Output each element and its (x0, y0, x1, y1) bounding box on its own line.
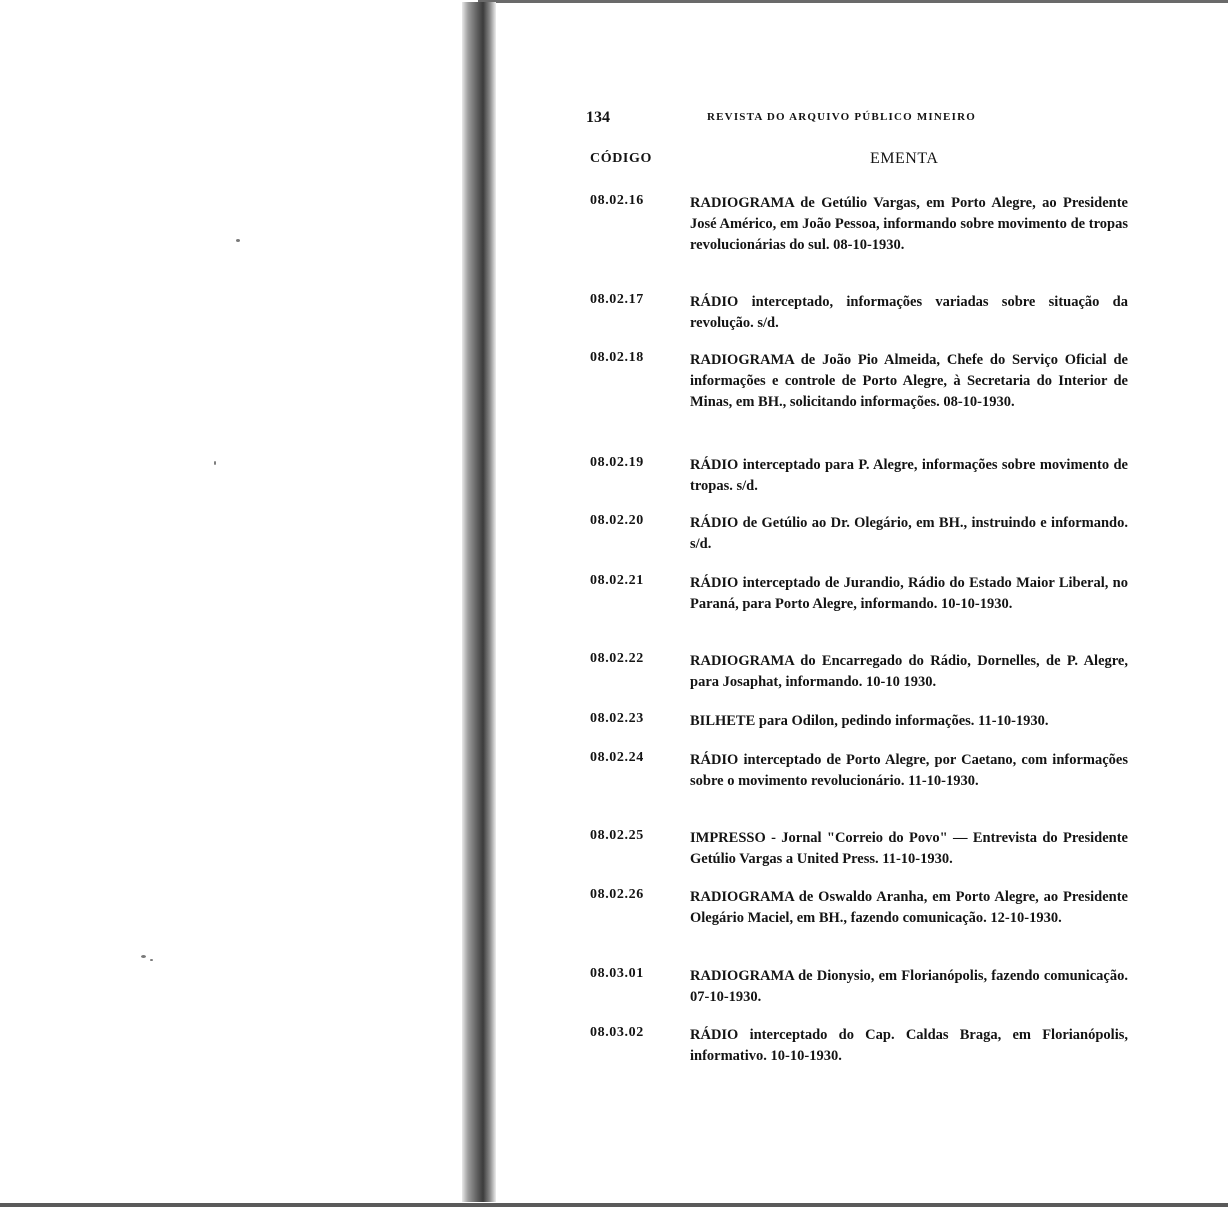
book-spine-shadow (462, 2, 496, 1202)
entry-document-type: RÁDIO (690, 457, 739, 473)
entry-code: 08.02.20 (590, 513, 644, 528)
entry-code: 08.03.01 (590, 966, 644, 981)
entry-summary (690, 828, 1128, 870)
entry-summary (690, 513, 1128, 555)
entry-document-type: RADIOGRAMA (690, 352, 794, 368)
entry-description: para Odilon, pedindo informações. 11-10-1930. (755, 713, 1049, 729)
entry-description: interceptado, informações variadas sobre situação da revolução. s/d. (690, 294, 1128, 331)
entry-code: 08.02.21 (590, 573, 644, 588)
entry-code: 08.02.17 (590, 292, 644, 307)
entry-description: de Oswaldo Aranha, em Porto Alegre, ao Presidente Olegário Maciel, em BH., fazendo comunicação. 12-10-1930. (690, 889, 1128, 926)
scan-speck (236, 239, 240, 242)
entry-code: 08.02.18 (590, 350, 644, 365)
entry-description: interceptado de Jurandio, Rádio do Estado Maior Liberal, no Paraná, para Porto Alegre, informando. 10-10-1930. (690, 575, 1128, 612)
entry-description: interceptado de Porto Alegre, por Caetano, com informações sobre o movimento revolucionário. 11-10-1930. (690, 752, 1128, 789)
entry-summary (690, 711, 1128, 732)
page-number: 134 (586, 109, 610, 126)
entry-code: 08.02.25 (590, 828, 644, 843)
entry-summary (690, 350, 1128, 413)
entry-description: de João Pio Almeida, Chefe do Serviço Oficial de informações e controle de Porto Alegre, à Secretaria do Interior de Minas, em BH., solicitando informações. 08-10-1930. (690, 352, 1128, 410)
entry-document-type: RADIOGRAMA (690, 889, 794, 905)
entry-summary (690, 651, 1128, 693)
entry-document-type: RADIOGRAMA (690, 653, 794, 669)
entry-document-type: RÁDIO (690, 515, 739, 531)
entry-description: de Getúlio Vargas, em Porto Alegre, ao Presidente José Américo, em João Pessoa, informando sobre movimento de tropas revolucionárias do sul. 08-10-1930. (690, 195, 1128, 253)
entry-document-type: RÁDIO (690, 1027, 739, 1043)
entry-code: 08.02.19 (590, 455, 644, 470)
entry-description: do Encarregado do Rádio, Dornelles, de P. Alegre, para Josaphat, informando. 10-10 1930. (690, 653, 1128, 690)
entry-description: - Jornal "Correio do Povo" — Entrevista do Presidente Getúlio Vargas a United Press. 11-10-1930. (690, 830, 1128, 867)
entry-document-type: RÁDIO (690, 752, 739, 768)
entry-description: interceptado do Cap. Caldas Braga, em Florianópolis, informativo. 10-10-1930. (690, 1027, 1128, 1064)
entry-summary (690, 750, 1128, 792)
entry-document-type: RÁDIO (690, 294, 739, 310)
entry-code: 08.02.23 (590, 711, 644, 726)
running-title: REVISTA DO ARQUIVO PÚBLICO MINEIRO (707, 111, 976, 123)
entry-code: 08.02.22 (590, 651, 644, 666)
entry-summary (690, 1025, 1128, 1067)
column-heading-code: CÓDIGO (590, 151, 652, 166)
entry-code: 08.02.26 (590, 887, 644, 902)
entry-document-type: RADIOGRAMA (690, 968, 794, 984)
entry-code: 08.03.02 (590, 1025, 644, 1040)
page-top-edge (478, 0, 1228, 3)
entry-description: de Getúlio ao Dr. Olegário, em BH., instruindo e informando. s/d. (690, 515, 1128, 552)
entry-summary (690, 193, 1128, 256)
entry-summary (690, 966, 1128, 1008)
entry-document-type: RADIOGRAMA (690, 195, 794, 211)
page-bottom-edge (0, 1203, 1228, 1207)
entry-description: interceptado para P. Alegre, informações sobre movimento de tropas. s/d. (690, 457, 1128, 494)
entry-summary (690, 573, 1128, 615)
entry-summary (690, 455, 1128, 497)
entry-code: 08.02.16 (590, 193, 644, 208)
entry-summary (690, 887, 1128, 929)
entry-document-type: IMPRESSO (690, 830, 766, 846)
column-heading-summary: EMENTA (870, 150, 939, 167)
scan-speck (141, 955, 146, 958)
entry-code: 08.02.24 (590, 750, 644, 765)
entry-document-type: BILHETE (690, 713, 756, 729)
scan-speck (214, 461, 216, 465)
entry-summary (690, 292, 1128, 334)
entry-description: de Dionysio, em Florianópolis, fazendo comunicação. 07-10-1930. (690, 968, 1128, 1005)
entry-document-type: RÁDIO (690, 575, 739, 591)
scan-speck (150, 959, 153, 961)
